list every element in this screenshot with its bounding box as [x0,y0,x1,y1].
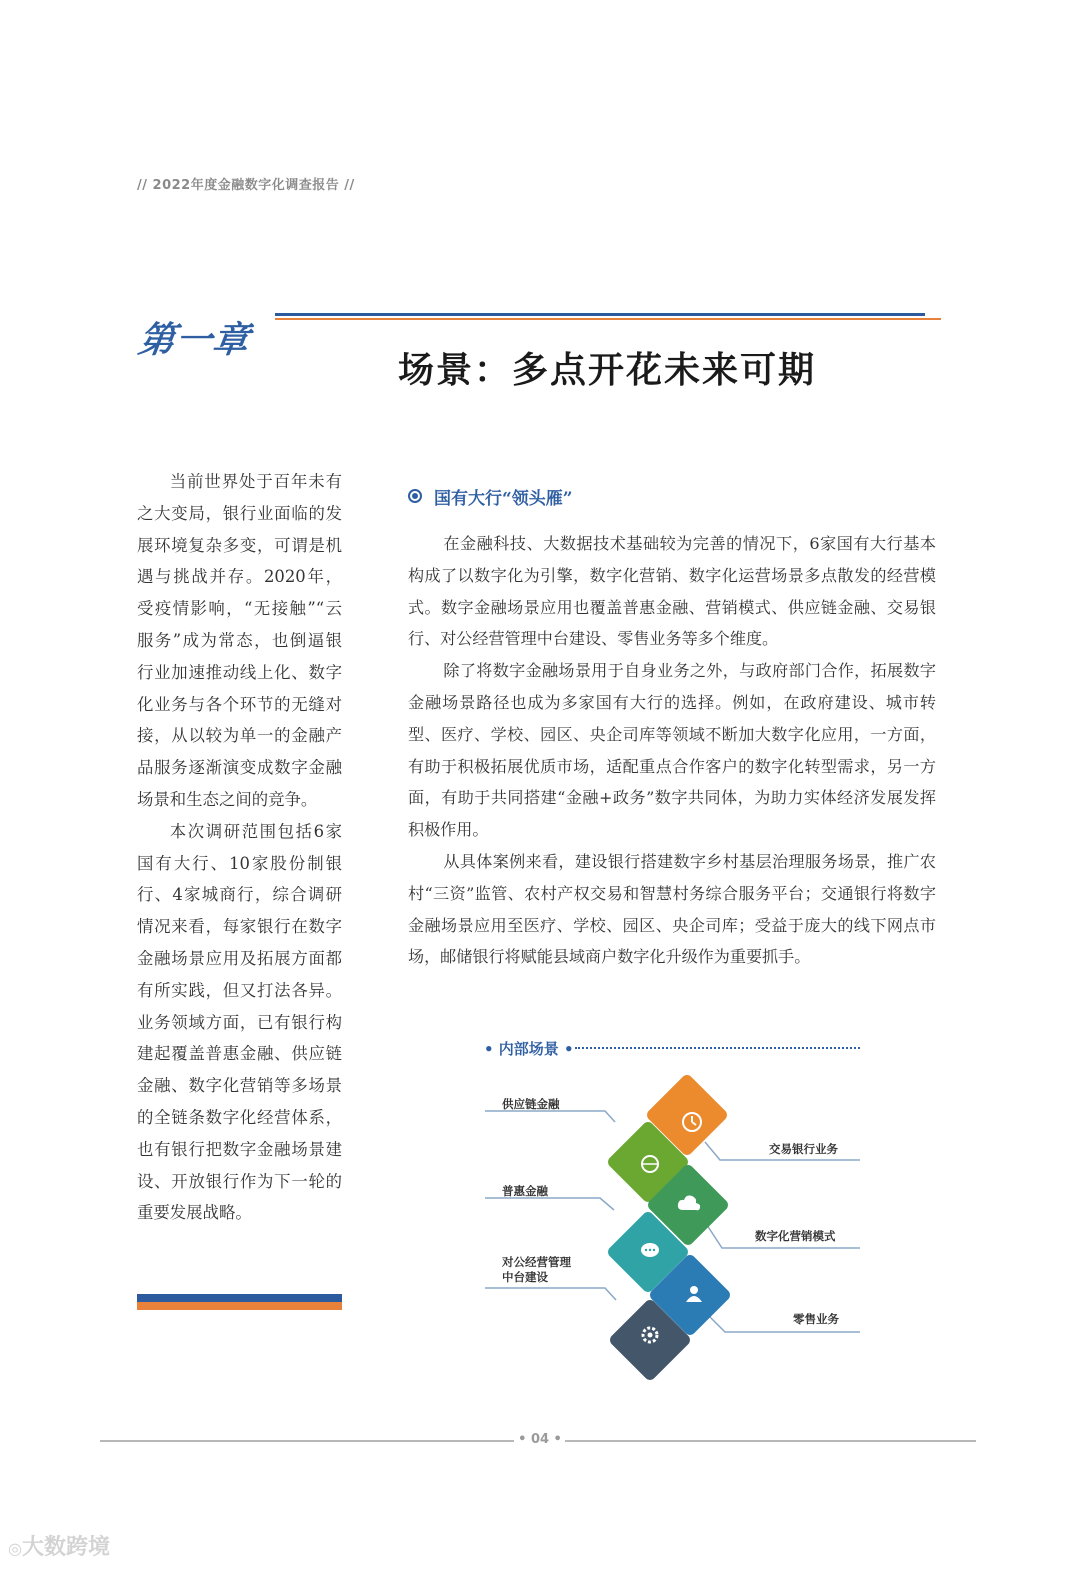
diagram-dotted-rule [575,1047,860,1049]
label-inclusive-finance: 普惠金融 [502,1184,548,1198]
section-heading [408,484,573,509]
sidebar-bar-orange [137,1302,342,1310]
running-header: // 2022年度金融数字化调查报告 // [137,178,355,193]
watermark [8,1530,110,1561]
diagram-title: • 内部场景 • [484,1040,574,1058]
sidebar-paragraph: 本次调研范围包括6家国有大行、10家股份制银行、4家城商行，综合调研情况来看，每家银行在数字金融场景应用及拓展方面都有所实践，但又打法各异。业务领域方面，已有银行构建起覆盖普惠金融、供应链金融、数字化营销等多场景的全链条数字化经营体系，也有银行把数字金融场景建设、开放银行作为下一轮的重要发展战略。 [137,821,342,1223]
body-column [408,528,936,973]
footer-rule-right [565,1440,976,1442]
body-paragraph: 除了将数字金融场景用于自身业务之外，与政府部门合作，拓展数字金融场景路径也成为多家国有大行的选择。例如，在政府建设、城市转型、医疗、学校、园区、央企司库等领域不断加大数字化应用，一方面，有助于积极拓展优质市场，适配重点合作客户的数字化转型需求，另一方面，有助于共同搭建“金融+政务”数字共同体，为助力实体经济发展发挥积极作用。 [408,661,936,840]
bullet-circle-icon [408,489,422,503]
label-retail-business: 零售业务 [793,1312,839,1326]
connector-line [485,1288,616,1300]
connector-line [485,1198,614,1210]
chapter-rule-orange [275,318,941,320]
label-digital-marketing: 数字化营销模式 [755,1229,836,1243]
sidebar-column [137,466,342,1229]
label-middle-platform: 中台建设 [502,1270,548,1284]
section-heading-text: 国有大行“领头雁” [434,489,573,509]
sidebar-bar-blue [137,1294,342,1302]
user-icon [690,1286,698,1294]
watermark-text: 大数跨境 [21,1535,110,1560]
page-number: • 04 • [518,1432,562,1447]
label-supply-chain: 供应链金融 [502,1097,560,1111]
label-corporate-management: 对公经营管理 [502,1255,571,1269]
body-paragraph: 在金融科技、大数据技术基础较为完善的情况下，6家国有大行基本构成了以数字化为引擎，数字化营销、数字化运营场景多点散发的经营模式。数字金融场景应用也覆盖普惠金融、营销模式、供应链金融、交易银行、对公经营管理中台建设、零售业务等多个维度。 [408,534,936,649]
chapter-rule-blue [275,313,925,316]
body-paragraph: 从具体案例来看，建设银行搭建数字乡村基层治理服务场景，推广农村“三资”监管、农村产权交易和智慧村务综合服务平台；交通银行将数字金融场景应用至医疗、学校、园区、央企司库；受益于庞大的线下网点市场，邮储银行将赋能县域商户数字化升级作为重要抓手。 [408,851,936,967]
chapter-title: 场景：多点开花未来可期 [398,349,817,391]
label-transaction-banking: 交易银行业务 [769,1142,838,1156]
sidebar-paragraph: 当前世界处于百年未有之大变局，银行业面临的发展环境复杂多变，可谓是机遇与挑战并存。2020年，受疫情影响，“无接触”“云服务”成为常态，也倒逼银行业加速推动线上化、数字化业务与各个环节的无缝对接，从以较为单一的金融产品服务逐渐演变成数字金融场景和生态之间的竞争。 [137,472,342,809]
watermark-logo-icon: ◎ [8,1539,22,1558]
footer-rule-left [100,1440,514,1442]
connector-line [485,1111,615,1122]
chapter-label: 第一章 [135,320,253,361]
